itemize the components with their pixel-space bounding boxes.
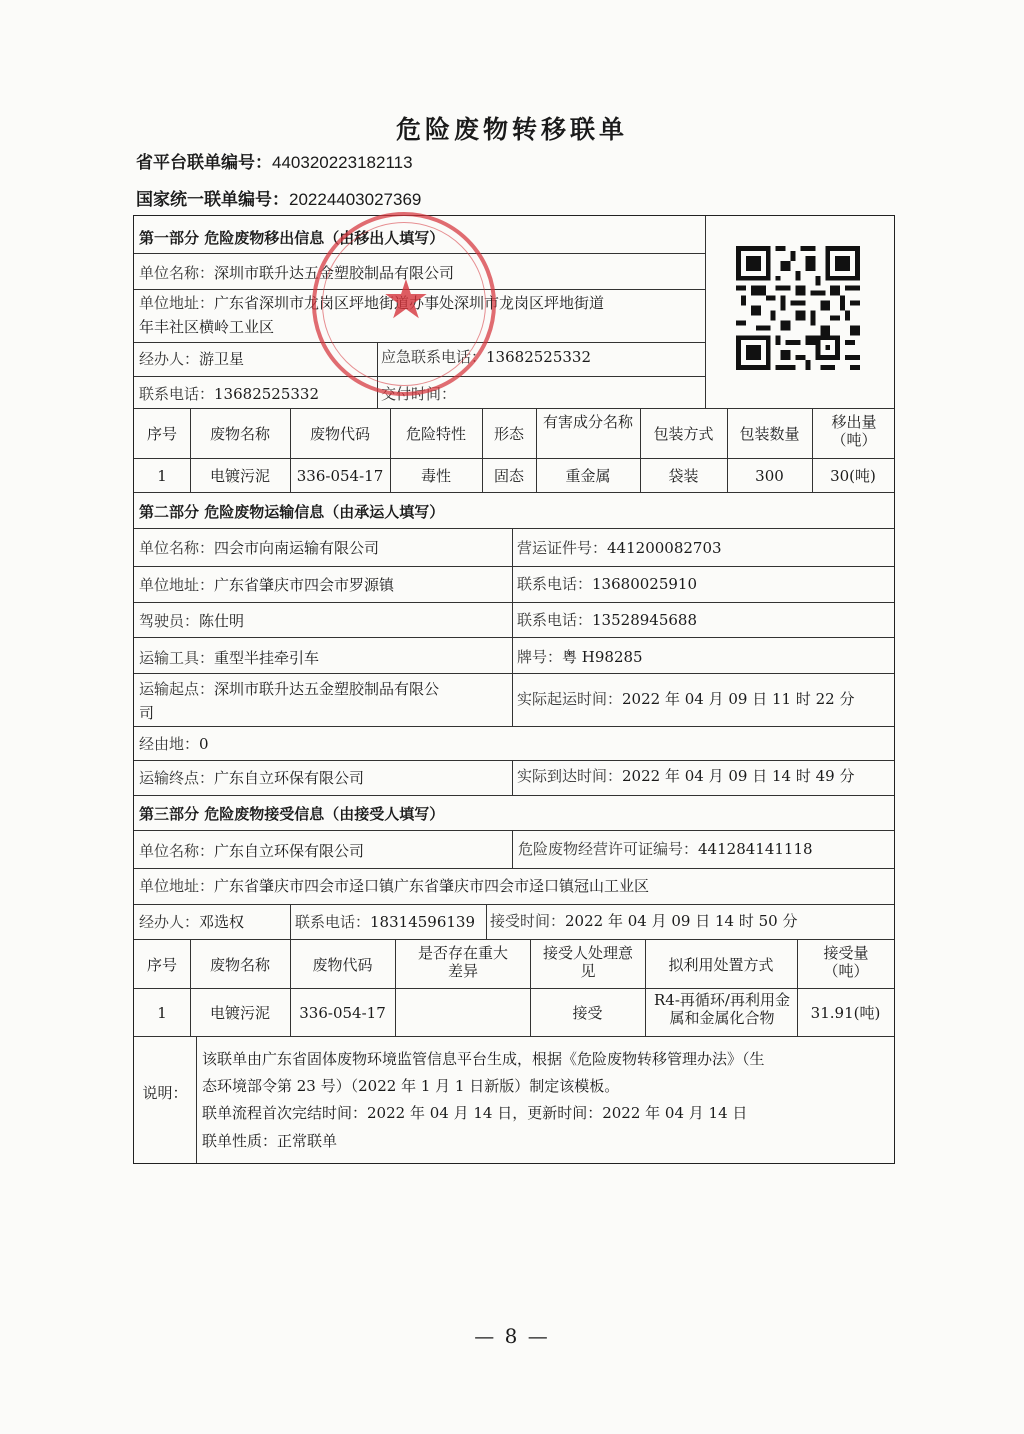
p1-col-seq: 序号 [146, 425, 177, 443]
part2-address-label: 单位地址： [139, 576, 215, 594]
part3-phone-label: 联系电话： [295, 913, 371, 931]
part2-driver-row [139, 612, 244, 630]
part2-phone1-label: 联系电话： [517, 575, 593, 593]
notes-line-4: 联单性质：正常联单 [202, 1132, 338, 1150]
part2-vehicle: 重型半挂牵引车 [214, 649, 320, 667]
page-number: — 8 — [474, 1324, 550, 1348]
part3-permit: 441284141118 [698, 840, 813, 858]
p1-cell-seq: 1 [157, 467, 167, 485]
part2-arrive: 2022 年 04 月 09 日 14 时 49 分 [622, 767, 855, 785]
provincial-number-line [136, 148, 413, 173]
national-number: 20224403027369 [289, 190, 422, 209]
provincial-number: 440320223182113 [272, 153, 413, 172]
p1-col-form: 形态 [493, 425, 524, 443]
notes-label: 说明： [142, 1084, 188, 1102]
part3-heading: 第三部分 危险废物接受信息（由接受人填写） [139, 805, 445, 823]
p1-cell-code: 336-054-17 [296, 467, 384, 485]
part3-phone-row [295, 913, 475, 931]
part1-heading: 第一部分 危险废物移出信息（由移出人填写） [139, 229, 445, 247]
part3-unit-name: 广东自立环保有限公司 [214, 842, 365, 860]
p1-col-hazard: 危险特性 [405, 425, 466, 443]
p3-cell-code: 336-054-17 [299, 1004, 386, 1022]
part2-arrive-label: 实际到达时间： [517, 767, 623, 785]
part2-arrive-row [517, 767, 854, 785]
part1-unit-name-label: 单位名称： [139, 264, 215, 282]
p3-col-opinion: 接受人处理意见 [543, 944, 634, 980]
part2-license-label: 营运证件号： [517, 539, 608, 557]
p1-col-name: 废物名称 [209, 425, 270, 443]
p1-col-out-qty: 移出量（吨） [831, 413, 877, 449]
p1-cell-pack-qty: 300 [755, 467, 784, 485]
part3-unit-name-row [139, 842, 364, 860]
part2-unit-name: 四会市向南运输有限公司 [214, 539, 380, 557]
p3-cell-disposal: R4-再循环/再利用金属和金属化合物 [654, 991, 790, 1027]
part1-handler-label: 经办人： [139, 350, 200, 368]
part2-address-row [139, 576, 394, 594]
part1-emergency-label: 应急联系电话： [381, 348, 487, 366]
seal-star-icon: ★ [381, 268, 431, 331]
part2-start-label: 运输起点： [139, 680, 215, 698]
part2-depart-row [517, 690, 854, 708]
p1-cell-component: 重金属 [565, 467, 611, 485]
p1-cell-out-qty: 30(吨) [830, 467, 876, 485]
part3-handler-label: 经办人： [139, 913, 200, 931]
part2-end-row [139, 769, 364, 787]
part2-phone1-row [517, 575, 697, 593]
part1-emergency-row [381, 348, 591, 366]
part1-address-row [139, 294, 604, 312]
part2-via: 0 [199, 735, 209, 753]
p1-col-packaging: 包装方式 [653, 425, 714, 443]
part2-phone1: 13680025910 [592, 575, 697, 593]
p1-col-pack-qty: 包装数量 [739, 425, 800, 443]
part1-unit-name-row [139, 264, 454, 282]
part2-address: 广东省肇庆市四会市罗源镇 [214, 576, 395, 594]
part1-phone-row [139, 385, 319, 403]
part2-plate: 粤 H98285 [562, 648, 643, 666]
part2-driver-label: 驾驶员： [139, 612, 200, 630]
part3-address-row [139, 877, 649, 895]
part2-start-row [139, 680, 439, 698]
part3-permit-row [518, 840, 813, 858]
p3-col-code: 废物代码 [312, 956, 373, 974]
national-number-label: 国家统一联单编号： [136, 190, 289, 210]
p3-cell-recv-qty: 31.91(吨) [810, 1004, 881, 1022]
part2-phone2: 13528945688 [592, 611, 697, 629]
provincial-number-label: 省平台联单编号： [136, 153, 272, 173]
part2-via-label: 经由地： [139, 735, 200, 753]
p3-col-seq: 序号 [146, 956, 177, 974]
p3-col-name: 废物名称 [209, 956, 270, 974]
part2-phone2-label: 联系电话： [517, 611, 593, 629]
part1-address-line1: 广东省深圳市龙岗区坪地街道办事处深圳市龙岗区坪地街道 [214, 294, 605, 312]
part3-permit-label: 危险废物经营许可证编号： [518, 840, 699, 858]
document-title: 危险废物转移联单 [395, 115, 628, 144]
part2-license-row [517, 539, 722, 557]
part1-unit-name: 深圳市联升达五金塑胶制品有限公司 [214, 264, 455, 282]
part1-emergency-phone: 13682525332 [486, 348, 591, 366]
notes-line-2: 态环境部令第 23 号）（2022 年 1 月 1 日新版）制定该模板。 [202, 1077, 620, 1095]
part1-delivery-label: 交付时间： [381, 385, 457, 403]
part2-plate-row [517, 648, 643, 666]
p1-col-code: 废物代码 [309, 425, 370, 443]
part2-vehicle-label: 运输工具： [139, 649, 215, 667]
part1-phone: 13682525332 [214, 385, 319, 403]
part3-receive-time-row [490, 912, 797, 930]
notes-line-1: 该联单由广东省固体废物环境监管信息平台生成，根据《危险废物转移管理办法》（生 [202, 1050, 765, 1068]
p3-cell-name: 电镀污泥 [209, 1004, 270, 1022]
part3-address: 广东省肇庆市四会市迳口镇广东省肇庆市四会市迳口镇冠山工业区 [214, 877, 650, 895]
part2-vehicle-row [139, 649, 319, 667]
part2-end-label: 运输终点： [139, 769, 215, 787]
part1-phone-label: 联系电话： [139, 385, 215, 403]
part2-plate-label: 牌号： [517, 648, 563, 666]
p3-col-recv-qty: 接受量（吨） [823, 944, 869, 980]
part1-handler: 游卫星 [199, 350, 245, 368]
part2-start-line1: 深圳市联升达五金塑胶制品有限公 [214, 680, 440, 698]
part3-receive-time: 2022 年 04 月 09 日 14 时 50 分 [565, 912, 798, 930]
part2-unit-name-label: 单位名称： [139, 539, 215, 557]
p3-cell-seq: 1 [157, 1004, 167, 1022]
part1-address-line2: 年丰社区横岭工业区 [139, 318, 275, 336]
p1-cell-hazard: 毒性 [420, 467, 451, 485]
p1-col-component: 有害成分名称 [542, 413, 633, 431]
part2-start-line2: 司 [139, 704, 155, 722]
part3-phone: 18314596139 [370, 913, 475, 931]
part2-depart-label: 实际起运时间： [517, 690, 623, 708]
part1-delivery-row [381, 385, 456, 403]
part2-license: 441200082703 [607, 539, 722, 557]
p3-col-discrepancy: 是否存在重大差异 [418, 944, 509, 980]
part1-handler-row [139, 350, 244, 368]
p1-cell-form: 固态 [493, 467, 524, 485]
part3-receive-time-label: 接受时间： [490, 912, 566, 930]
qr-code-icon [736, 246, 860, 370]
part2-unit-name-row [139, 539, 379, 557]
part2-via-row [139, 735, 209, 753]
part2-phone2-row [517, 611, 697, 629]
part1-address-label: 单位地址： [139, 294, 215, 312]
part2-end: 广东自立环保有限公司 [214, 769, 365, 787]
p1-cell-name: 电镀污泥 [209, 467, 270, 485]
p3-col-disposal: 拟利用处置方式 [668, 956, 774, 974]
p3-cell-opinion: 接受 [572, 1004, 603, 1022]
part2-depart: 2022 年 04 月 09 日 11 时 22 分 [622, 690, 855, 708]
p1-cell-packaging: 袋装 [668, 467, 699, 485]
part3-handler-row [139, 913, 244, 931]
part3-handler: 邓选权 [199, 913, 245, 931]
part3-unit-name-label: 单位名称： [139, 842, 215, 860]
part3-address-label: 单位地址： [139, 877, 215, 895]
part2-heading: 第二部分 危险废物运输信息（由承运人填写） [139, 503, 445, 521]
national-number-line [136, 185, 421, 210]
notes-line-3: 联单流程首次完结时间：2022 年 04 月 14 日，更新时间：2022 年 04 月 14 日 [202, 1104, 748, 1122]
part2-driver: 陈仕明 [199, 612, 245, 630]
